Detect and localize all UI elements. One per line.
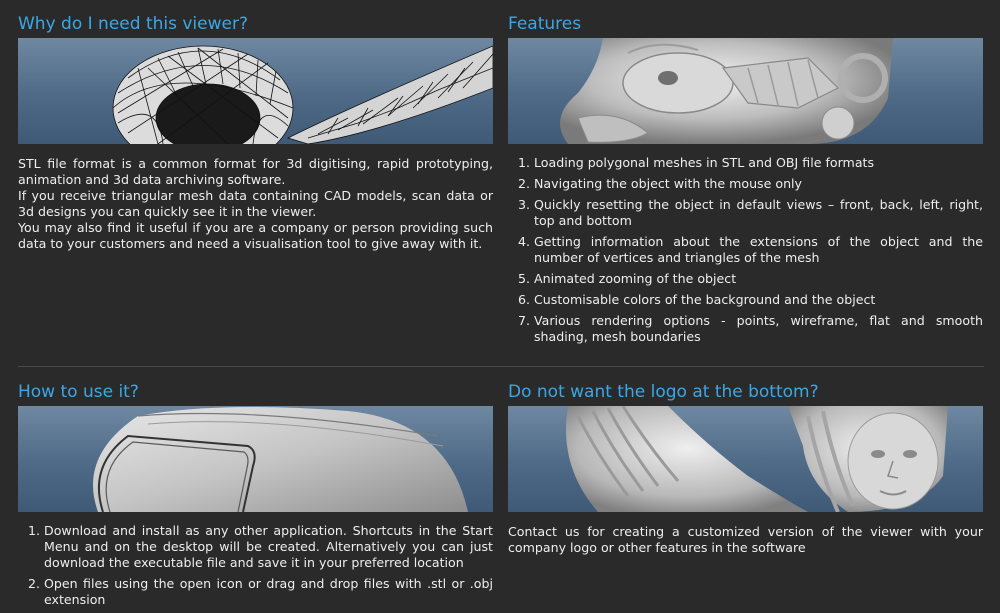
list-item: 6. Customisable colors of the background and the object (534, 292, 983, 308)
section-divider (18, 366, 984, 367)
why-text (18, 156, 493, 252)
list-item: 2. Navigating the object with the mouse only (534, 176, 983, 192)
list-item: 5. Animated zooming of the object (534, 271, 983, 287)
how-heading: How to use it? (18, 382, 139, 402)
sculpted-face-image (508, 406, 983, 512)
why-heading: Why do I need this viewer? (18, 14, 248, 34)
why-paragraph-1: STL file format is a common format for 3d digitising, rapid prototyping, animation and 3d data archiving software. (18, 156, 493, 187)
features-section (508, 10, 983, 350)
list-item: 2. Open files using the open icon or drag and drop files with .stl or .obj extension (44, 576, 493, 608)
list-item: 1. Download and install as any other application. Shortcuts in the Start Menu and on the desktop will be created. Alternatively you can just download the executable file and save it in your preferred location (44, 523, 493, 571)
features-list (508, 155, 983, 345)
list-item: 4. Getting information about the extensions of the object and the number of vertices and triangles of the mesh (534, 234, 983, 266)
how-list (18, 523, 493, 608)
logo-heading: Do not want the logo at the bottom? (508, 382, 819, 402)
logo-section (508, 378, 983, 556)
features-heading: Features (508, 14, 582, 34)
why-section (18, 10, 493, 252)
logo-text (508, 524, 983, 556)
wireframe-mesh-image (18, 38, 493, 144)
logo-paragraph: Contact us for creating a customized version of the viewer with your company logo or other features in the software (508, 524, 983, 555)
car-panel-image (18, 406, 493, 512)
why-paragraph-3: You may also find it useful if you are a company or person providing such data to your customers and need a visualisation tool to give away with it. (18, 220, 493, 251)
list-item: 3. Quickly resetting the object in default views – front, back, left, right, top and bottom (534, 197, 983, 229)
list-item: 7. Various rendering options - points, wireframe, flat and smooth shading, mesh boundaries (534, 313, 983, 345)
dragon-relief-image (508, 38, 983, 144)
why-paragraph-2: If you receive triangular mesh data containing CAD models, scan data or 3d designs you can quickly see it in the viewer. (18, 188, 493, 219)
list-item: 1. Loading polygonal meshes in STL and OBJ file formats (534, 155, 983, 171)
how-section (18, 378, 493, 613)
